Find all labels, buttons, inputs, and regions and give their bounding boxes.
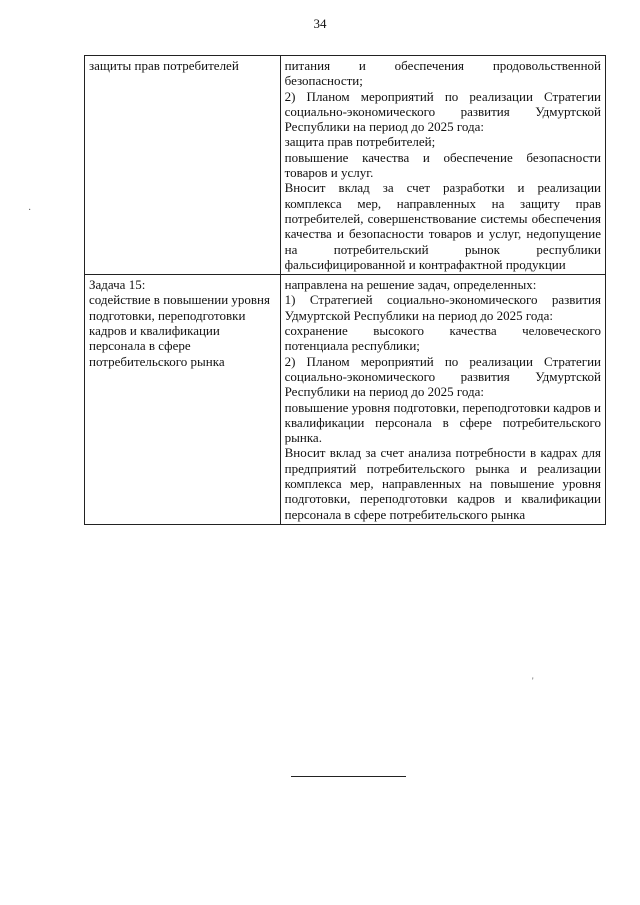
description-paragraph: 2) Планом мероприятий по реализации Стратегии социально-экономического развития Удмуртской Республики на период до 2025 года: xyxy=(284,353,601,400)
description-paragraph: питания и обеспечения продовольственной безопасности; xyxy=(284,58,601,89)
scan-speck: ' xyxy=(532,676,534,686)
table-cell-description xyxy=(280,56,605,275)
description-paragraph: Вносит вклад за счет разработки и реализации комплекса мер, направленных на защиту прав потребителей, совершенствование системы обеспечения качества и безопасности товаров и услуг, недопущение на потребительский рынок республики фальсифицированной и контрафактной продукции xyxy=(284,180,601,272)
description-paragraph: сохранение высокого качества человеческого потенциала республики; xyxy=(284,323,601,354)
scan-speck: · xyxy=(28,205,32,216)
table-row xyxy=(85,275,606,525)
description-paragraph: повышение уровня подготовки, переподготовки кадров и квалификации персонала в сфере потребительского рынка. xyxy=(284,399,601,446)
table-cell-task xyxy=(85,275,281,525)
table-cell-description xyxy=(280,275,605,525)
task-heading: Задача 15: xyxy=(89,277,146,293)
content-table xyxy=(84,55,606,525)
table-cell-task xyxy=(85,56,281,275)
page-number: 34 xyxy=(313,16,327,31)
task-text: защиты прав потребителей xyxy=(89,58,239,73)
task-text: содействие в повышении уровня подготовки, переподготовки кадров и квалификации персонала в сфере потребительского рынка xyxy=(89,292,270,369)
footer-rule xyxy=(291,776,406,777)
description-paragraph: Вносит вклад за счет анализа потребности в кадрах для предприятий потребительского рынка и реализации комплекса мер, направленных на повышение уровня подготовки, переподготовки кадров и квалификации персонала в сфере потребительского рынка xyxy=(284,445,601,522)
description-paragraph: направлена на решение задач, определенных: xyxy=(284,277,537,293)
description-paragraph: 1) Стратегией социально-экономического развития Удмуртской Республики на период до 2025 года: xyxy=(284,292,601,323)
table-row xyxy=(85,56,606,275)
description-paragraph: повышение качества и обеспечение безопасности товаров и услуг. xyxy=(284,149,601,181)
description-paragraph: защита прав потребителей; xyxy=(284,134,436,150)
description-paragraph: 2) Планом мероприятий по реализации Стратегии социально-экономического развития Удмуртской Республики на период до 2025 года: xyxy=(284,88,601,135)
